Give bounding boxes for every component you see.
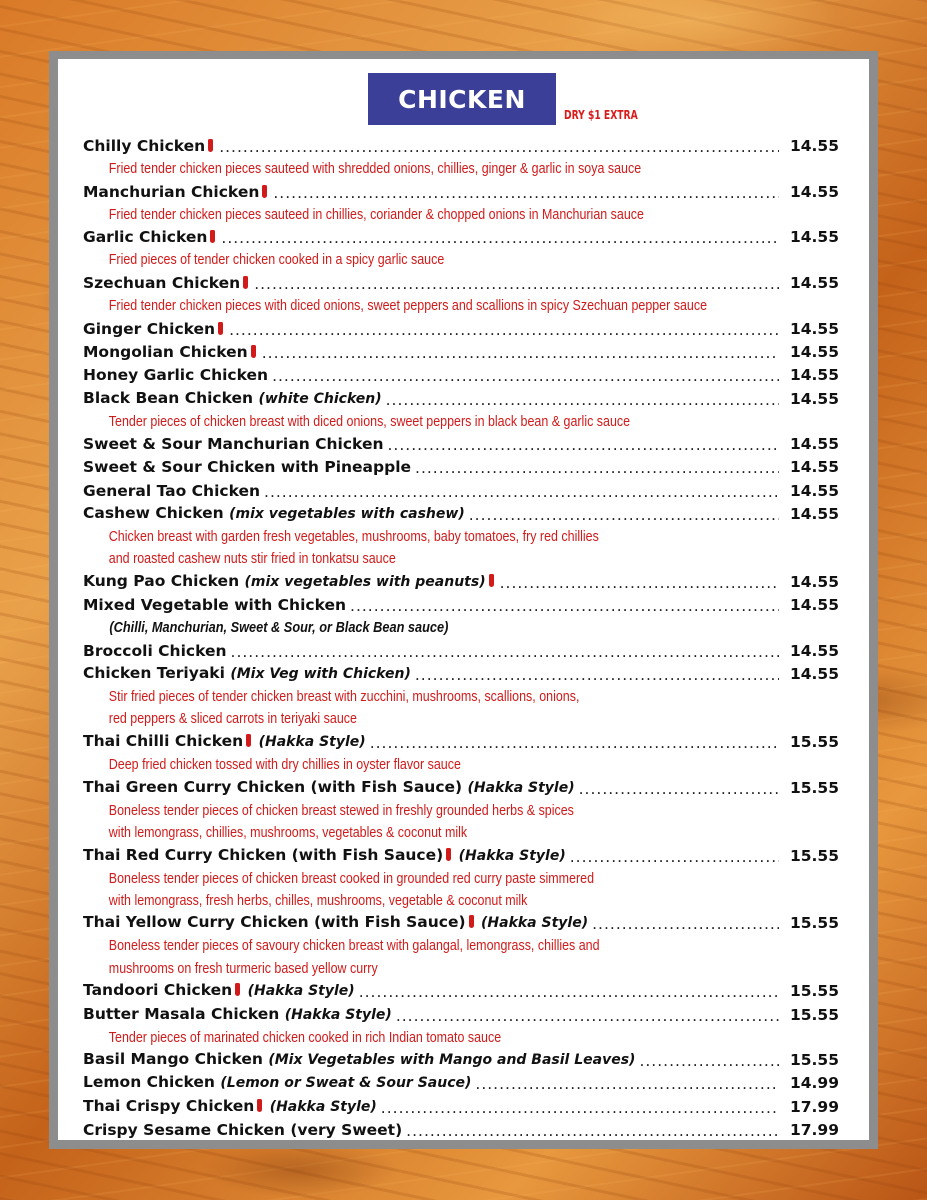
menu-item-name-group	[83, 844, 566, 868]
dry-extra-note: DRY $1 EXTRA	[564, 108, 638, 122]
menu-item	[83, 640, 839, 663]
menu-item	[83, 1003, 839, 1026]
menu-item	[83, 272, 839, 295]
dot-leader	[272, 365, 779, 387]
dot-leader	[570, 846, 779, 868]
dot-leader	[469, 504, 779, 526]
chili-pepper-icon	[257, 1099, 262, 1112]
dot-leader	[381, 1097, 779, 1119]
menu-item-price: 15.55	[789, 778, 839, 797]
menu-item-description: Boneless tender pieces of chicken breast cooked in grounded red curry paste simmered	[108, 870, 595, 887]
menu-item-name: Mongolian Chicken	[83, 342, 248, 361]
menu-item-name-group	[83, 1048, 635, 1072]
dot-leader	[350, 595, 779, 617]
menu-item-name-group	[83, 594, 346, 617]
dot-leader	[639, 1050, 779, 1072]
menu-item-name-group	[83, 456, 411, 479]
menu-item-description: Tender pieces of chicken breast with diced onions, sweet peppers in black bean & garlic sauce	[108, 413, 631, 430]
dot-leader	[273, 182, 779, 204]
dot-leader	[221, 227, 779, 249]
dot-leader	[386, 389, 779, 411]
menu-item-description: Deep fried chicken tossed with dry chillies in oyster flavor sauce	[108, 757, 461, 774]
menu-item-price: 14.55	[789, 342, 839, 361]
menu-item-price: 14.55	[789, 572, 839, 591]
menu-item-name: Thai Yellow Curry Chicken (with Fish Sauce)	[83, 913, 466, 932]
menu-item-price: 14.55	[789, 228, 839, 247]
menu-item-price: 14.55	[789, 505, 839, 524]
menu-item-name: Black Bean Chicken	[83, 388, 254, 407]
menu-item-note: (Hakka Style)	[258, 734, 366, 751]
menu-item-note: (Hakka Style)	[467, 779, 575, 796]
chili-pepper-icon	[262, 185, 267, 198]
menu-item-name-group	[83, 433, 384, 456]
menu-item-name-group	[83, 226, 217, 249]
menu-item-name-group	[83, 387, 382, 411]
menu-item-price: 14.55	[789, 182, 839, 201]
menu-item-name-group	[83, 502, 465, 526]
menu-item-price: 15.55	[789, 1051, 839, 1070]
menu-item-note: (white Chicken)	[258, 390, 382, 407]
menu-item-name-group	[83, 911, 588, 935]
menu-item	[83, 663, 839, 686]
dot-leader	[475, 1073, 779, 1095]
menu-item-description: Boneless tender pieces of savoury chicken breast with galangal, lemongrass, chillies and	[108, 938, 600, 955]
menu-item	[83, 341, 839, 364]
menu-item-price: 14.99	[789, 1074, 839, 1093]
menu-item-sauce-options: (Chilli, Manchurian, Sweet & Sour, or Black Bean sauce)	[109, 620, 449, 637]
dot-leader	[254, 273, 779, 295]
chili-pepper-icon	[235, 983, 240, 996]
menu-item-description: and roasted cashew nuts stir fried in tonkatsu sauce	[108, 551, 396, 568]
menu-item-name: Sweet & Sour Manchurian Chicken	[83, 435, 384, 454]
menu-item-name: Chicken Teriyaki	[83, 664, 225, 683]
menu-item-name: Lemon Chicken	[83, 1073, 215, 1092]
menu-item-price: 14.55	[789, 665, 839, 684]
menu-item-name-group	[83, 480, 260, 503]
menu-item	[83, 844, 839, 867]
dot-leader	[415, 457, 779, 479]
menu-item-description: Fried tender chicken pieces with diced onions, sweet peppers and scallions in spicy Szechuan pepper sauce	[108, 298, 708, 315]
menu-item	[83, 1049, 839, 1072]
menu-item-note: (Hakka Style)	[481, 915, 589, 932]
dot-leader	[262, 342, 779, 364]
chili-pepper-icon	[489, 574, 494, 587]
menu-item	[83, 594, 839, 617]
menu-item	[83, 571, 839, 594]
menu-item-name: Thai Chilli Chicken	[83, 732, 244, 751]
menu-item	[83, 1072, 839, 1095]
menu-item-price: 14.55	[789, 137, 839, 156]
menu-item-price: 14.55	[789, 458, 839, 477]
menu-item-price: 14.55	[789, 389, 839, 408]
menu-item	[83, 387, 839, 410]
chili-pepper-icon	[246, 734, 251, 747]
menu-item	[83, 317, 839, 340]
menu-item-description: with lemongrass, fresh herbs, chilles, mushrooms, vegetable & coconut milk	[108, 892, 528, 909]
menu-item-description: Fried pieces of tender chicken cooked in a spicy garlic sauce	[108, 252, 445, 269]
menu-item-price: 14.55	[789, 274, 839, 293]
menu-item	[83, 912, 839, 935]
section-title: CHICKEN	[368, 73, 556, 125]
dot-leader	[264, 481, 779, 503]
menu-item-name-group	[83, 364, 268, 387]
menu-item-name-group	[83, 979, 355, 1003]
menu-item-note: (Mix Veg with Chicken)	[230, 666, 411, 683]
menu-item-name-group	[83, 776, 575, 800]
menu-item-name-group	[83, 318, 225, 341]
menu-item	[83, 226, 839, 249]
menu-item-name: Kung Pao Chicken	[83, 571, 240, 590]
menu-item-name-group	[83, 640, 227, 663]
menu-item	[83, 135, 839, 158]
menu-item-description: Tender pieces of marinated chicken cooked in rich Indian tomato sauce	[108, 1029, 502, 1046]
dot-leader	[359, 981, 779, 1003]
menu-item-name: Thai Green Curry Chicken (with Fish Sauce)	[83, 777, 463, 796]
menu-item-price: 14.55	[789, 481, 839, 500]
menu-item-description: Fried tender chicken pieces sauteed in chillies, coriander & chopped onions in Manchurian sauce	[108, 206, 644, 223]
menu-item-description: Stir fried pieces of tender chicken breast with zucchini, mushrooms, scallions, onions,	[108, 689, 580, 706]
menu-item-price: 15.55	[789, 846, 839, 865]
menu-item-note: (Hakka Style)	[284, 1006, 392, 1023]
dot-leader	[500, 572, 779, 594]
menu-item	[83, 433, 839, 456]
menu-item-price: 17.99	[789, 1097, 839, 1116]
menu-item-name: Mixed Vegetable with Chicken	[83, 596, 347, 615]
menu-item-note: (Hakka Style)	[458, 847, 566, 864]
menu-item-name: Garlic Chicken	[83, 228, 208, 247]
chili-pepper-icon	[218, 322, 223, 335]
menu-item-description: mushrooms on fresh turmeric based yellow curry	[108, 960, 378, 977]
menu-item-note: (mix vegetables with peanuts)	[244, 573, 486, 590]
dot-leader	[229, 319, 779, 341]
menu-list	[83, 135, 839, 1142]
menu-item-name: Butter Masala Chicken	[83, 1004, 280, 1023]
menu-item	[83, 503, 839, 526]
menu-item-name: Chilly Chicken	[83, 137, 206, 156]
menu-item-price: 14.55	[789, 641, 839, 660]
menu-item-name-group	[83, 135, 215, 158]
chili-pepper-icon	[469, 915, 474, 928]
menu-item-name-group	[83, 662, 411, 686]
menu-item-name: Szechuan Chicken	[83, 274, 241, 293]
menu-item	[83, 181, 839, 204]
chili-pepper-icon	[243, 276, 248, 289]
menu-item	[83, 364, 839, 387]
menu-item	[83, 731, 839, 754]
menu-item-name: Thai Crispy Chicken	[83, 1096, 255, 1115]
menu-item-name-group	[83, 730, 366, 754]
chili-pepper-icon	[446, 848, 451, 861]
menu-item	[83, 1095, 839, 1118]
menu-item-description: red peppers & sliced carrots in teriyaki sauce	[108, 711, 357, 728]
dot-leader	[406, 1120, 779, 1142]
menu-item-name: Tandoori Chicken	[83, 981, 233, 1000]
dot-leader	[579, 778, 779, 800]
menu-item	[83, 1119, 839, 1142]
dot-leader	[415, 664, 779, 686]
menu-item-name-group	[83, 181, 269, 204]
menu-item-name: Basil Mango Chicken	[83, 1050, 263, 1069]
menu-item-name: Thai Red Curry Chicken (with Fish Sauce)	[83, 845, 444, 864]
menu-item	[83, 980, 839, 1003]
chili-pepper-icon	[210, 230, 215, 243]
menu-item-name: Cashew Chicken	[83, 504, 224, 523]
dot-leader	[396, 1005, 779, 1027]
menu-item-name: Broccoli Chicken	[83, 641, 227, 660]
menu-item-price: 14.55	[789, 435, 839, 454]
menu-item-name-group	[83, 1003, 392, 1027]
menu-item-price: 15.55	[789, 733, 839, 752]
menu-item-name: Honey Garlic Chicken	[83, 366, 269, 385]
menu-panel	[58, 59, 869, 1140]
menu-item-price: 15.55	[789, 982, 839, 1001]
menu-item-note: (Mix Vegetables with Mango and Basil Leaves)	[268, 1052, 636, 1069]
dot-leader	[592, 913, 779, 935]
menu-item-name: Crispy Sesame Chicken (very Sweet)	[83, 1121, 403, 1140]
dot-leader	[370, 732, 779, 754]
menu-item-price: 14.55	[789, 596, 839, 615]
menu-item-note: (mix vegetables with cashew)	[229, 506, 465, 523]
menu-item-price: 14.55	[789, 319, 839, 338]
menu-item-description: with lemongrass, chillies, mushrooms, vegetables & coconut milk	[108, 824, 468, 841]
dot-leader	[388, 434, 780, 456]
chili-pepper-icon	[251, 345, 256, 358]
menu-item-name: Ginger Chicken	[83, 319, 216, 338]
menu-item-name-group	[83, 1071, 471, 1095]
menu-item	[83, 456, 839, 479]
menu-item-note: (Hakka Style)	[247, 983, 355, 1000]
menu-item-name-group	[83, 570, 496, 594]
chili-pepper-icon	[208, 139, 213, 152]
menu-item-name: Sweet & Sour Chicken with Pineapple	[83, 458, 412, 477]
menu-item-description: Fried tender chicken pieces sauteed with shredded onions, chillies, ginger & garlic in soya sauce	[108, 161, 642, 178]
menu-item-name-group	[83, 1119, 402, 1142]
menu-item-name: General Tao Chicken	[83, 481, 261, 500]
dot-leader	[219, 136, 779, 158]
menu-item	[83, 479, 839, 502]
menu-item-name-group	[83, 272, 250, 295]
menu-item-price: 17.99	[789, 1121, 839, 1140]
menu-item-name: Manchurian Chicken	[83, 182, 260, 201]
menu-item-name-group	[83, 1095, 377, 1119]
dot-leader	[231, 641, 779, 663]
menu-item-note: (Lemon or Sweat & Sour Sauce)	[220, 1075, 472, 1092]
menu-item-price: 15.55	[789, 914, 839, 933]
menu-item-description: Chicken breast with garden fresh vegetables, mushrooms, baby tomatoes, fry red chillies	[108, 529, 599, 546]
menu-item-note: (Hakka Style)	[269, 1098, 377, 1115]
menu-item-name-group	[83, 341, 258, 364]
menu-item-price: 14.55	[789, 366, 839, 385]
menu-item-description: Boneless tender pieces of chicken breast stewed in freshly grounded herbs & spices	[108, 802, 574, 819]
menu-item-price: 15.55	[789, 1005, 839, 1024]
menu-item	[83, 776, 839, 799]
